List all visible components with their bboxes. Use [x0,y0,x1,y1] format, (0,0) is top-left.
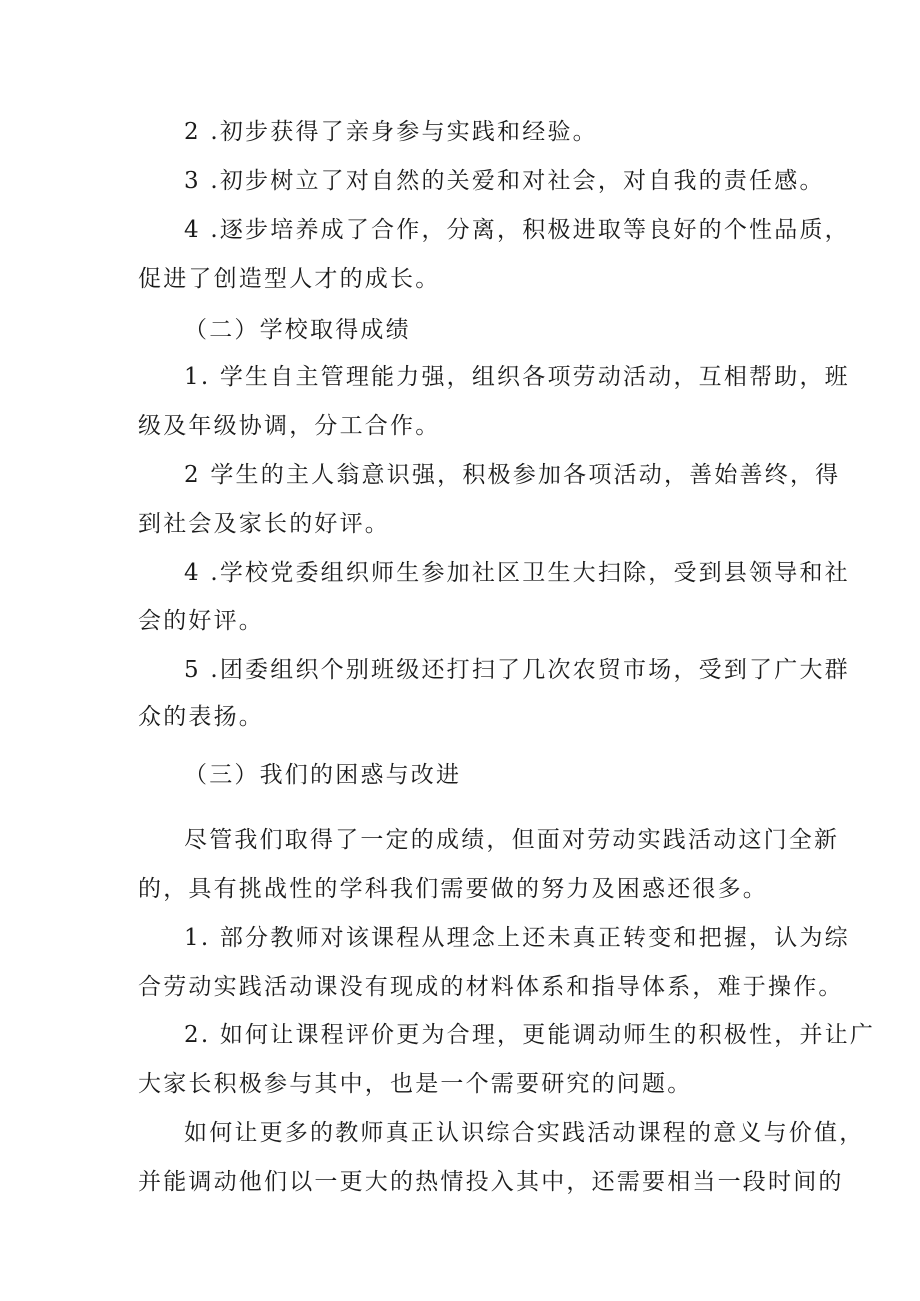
text-line: 到社会及家长的好评。 [138,511,390,537]
text-line: 5 .团委组织个别班级还打扫了几次农贸市场，受到了广大群 [184,657,850,683]
text-line: 1. 部分教师对该课程从理念上还未真正转变和把握，认为综 [184,925,850,951]
text-line: 的，具有挑战性的学科我们需要做的努力及困惑还很多。 [138,876,768,902]
text-line: 如何让更多的教师真正认识综合实践活动课程的意义与价值， [184,1120,865,1146]
text-line: 4 .学校党委组织师生参加社区卫生大扫除，受到县领导和社 [184,560,850,586]
text-line: 3 .初步树立了对自然的关爱和对社会，对自我的责任感。 [184,168,825,194]
text-line: 4 .逐步培养成了合作，分离，积极进取等良好的个性品质， [184,217,850,243]
text-line: 2 .初步获得了亲身参与实践和经验。 [184,119,598,145]
text-line: 众的表扬。 [138,704,264,730]
text-line: 大家长积极参与其中，也是一个需要研究的问题。 [138,1071,693,1097]
text-line: 会的好评。 [138,608,264,634]
text-line: 2. 如何让课程评价更为合理，更能调动师生的积极性，并让广 [184,1022,876,1048]
text-line: 2 学生的主人翁意识强，积极参加各项活动，善始善终，得 [184,462,841,488]
section-heading: （三）我们的困惑与改进 [184,762,462,788]
text-line: 并能调动他们以一更大的热情投入其中，还需要相当一段时间的 [138,1169,844,1195]
section-heading: （二）学校取得成绩 [184,317,411,343]
text-line: 促进了创造型人才的成长。 [138,266,441,292]
text-line: 级及年级协调，分工合作。 [138,413,441,439]
text-line: 尽管我们取得了一定的成绩，但面对劳动实践活动这门全新 [184,827,840,853]
text-line: 合劳动实践活动课没有现成的材料体系和指导体系，难于操作。 [138,974,844,1000]
text-line: 1. 学生自主管理能力强，组织各项劳动活动，互相帮助，班 [184,364,850,390]
